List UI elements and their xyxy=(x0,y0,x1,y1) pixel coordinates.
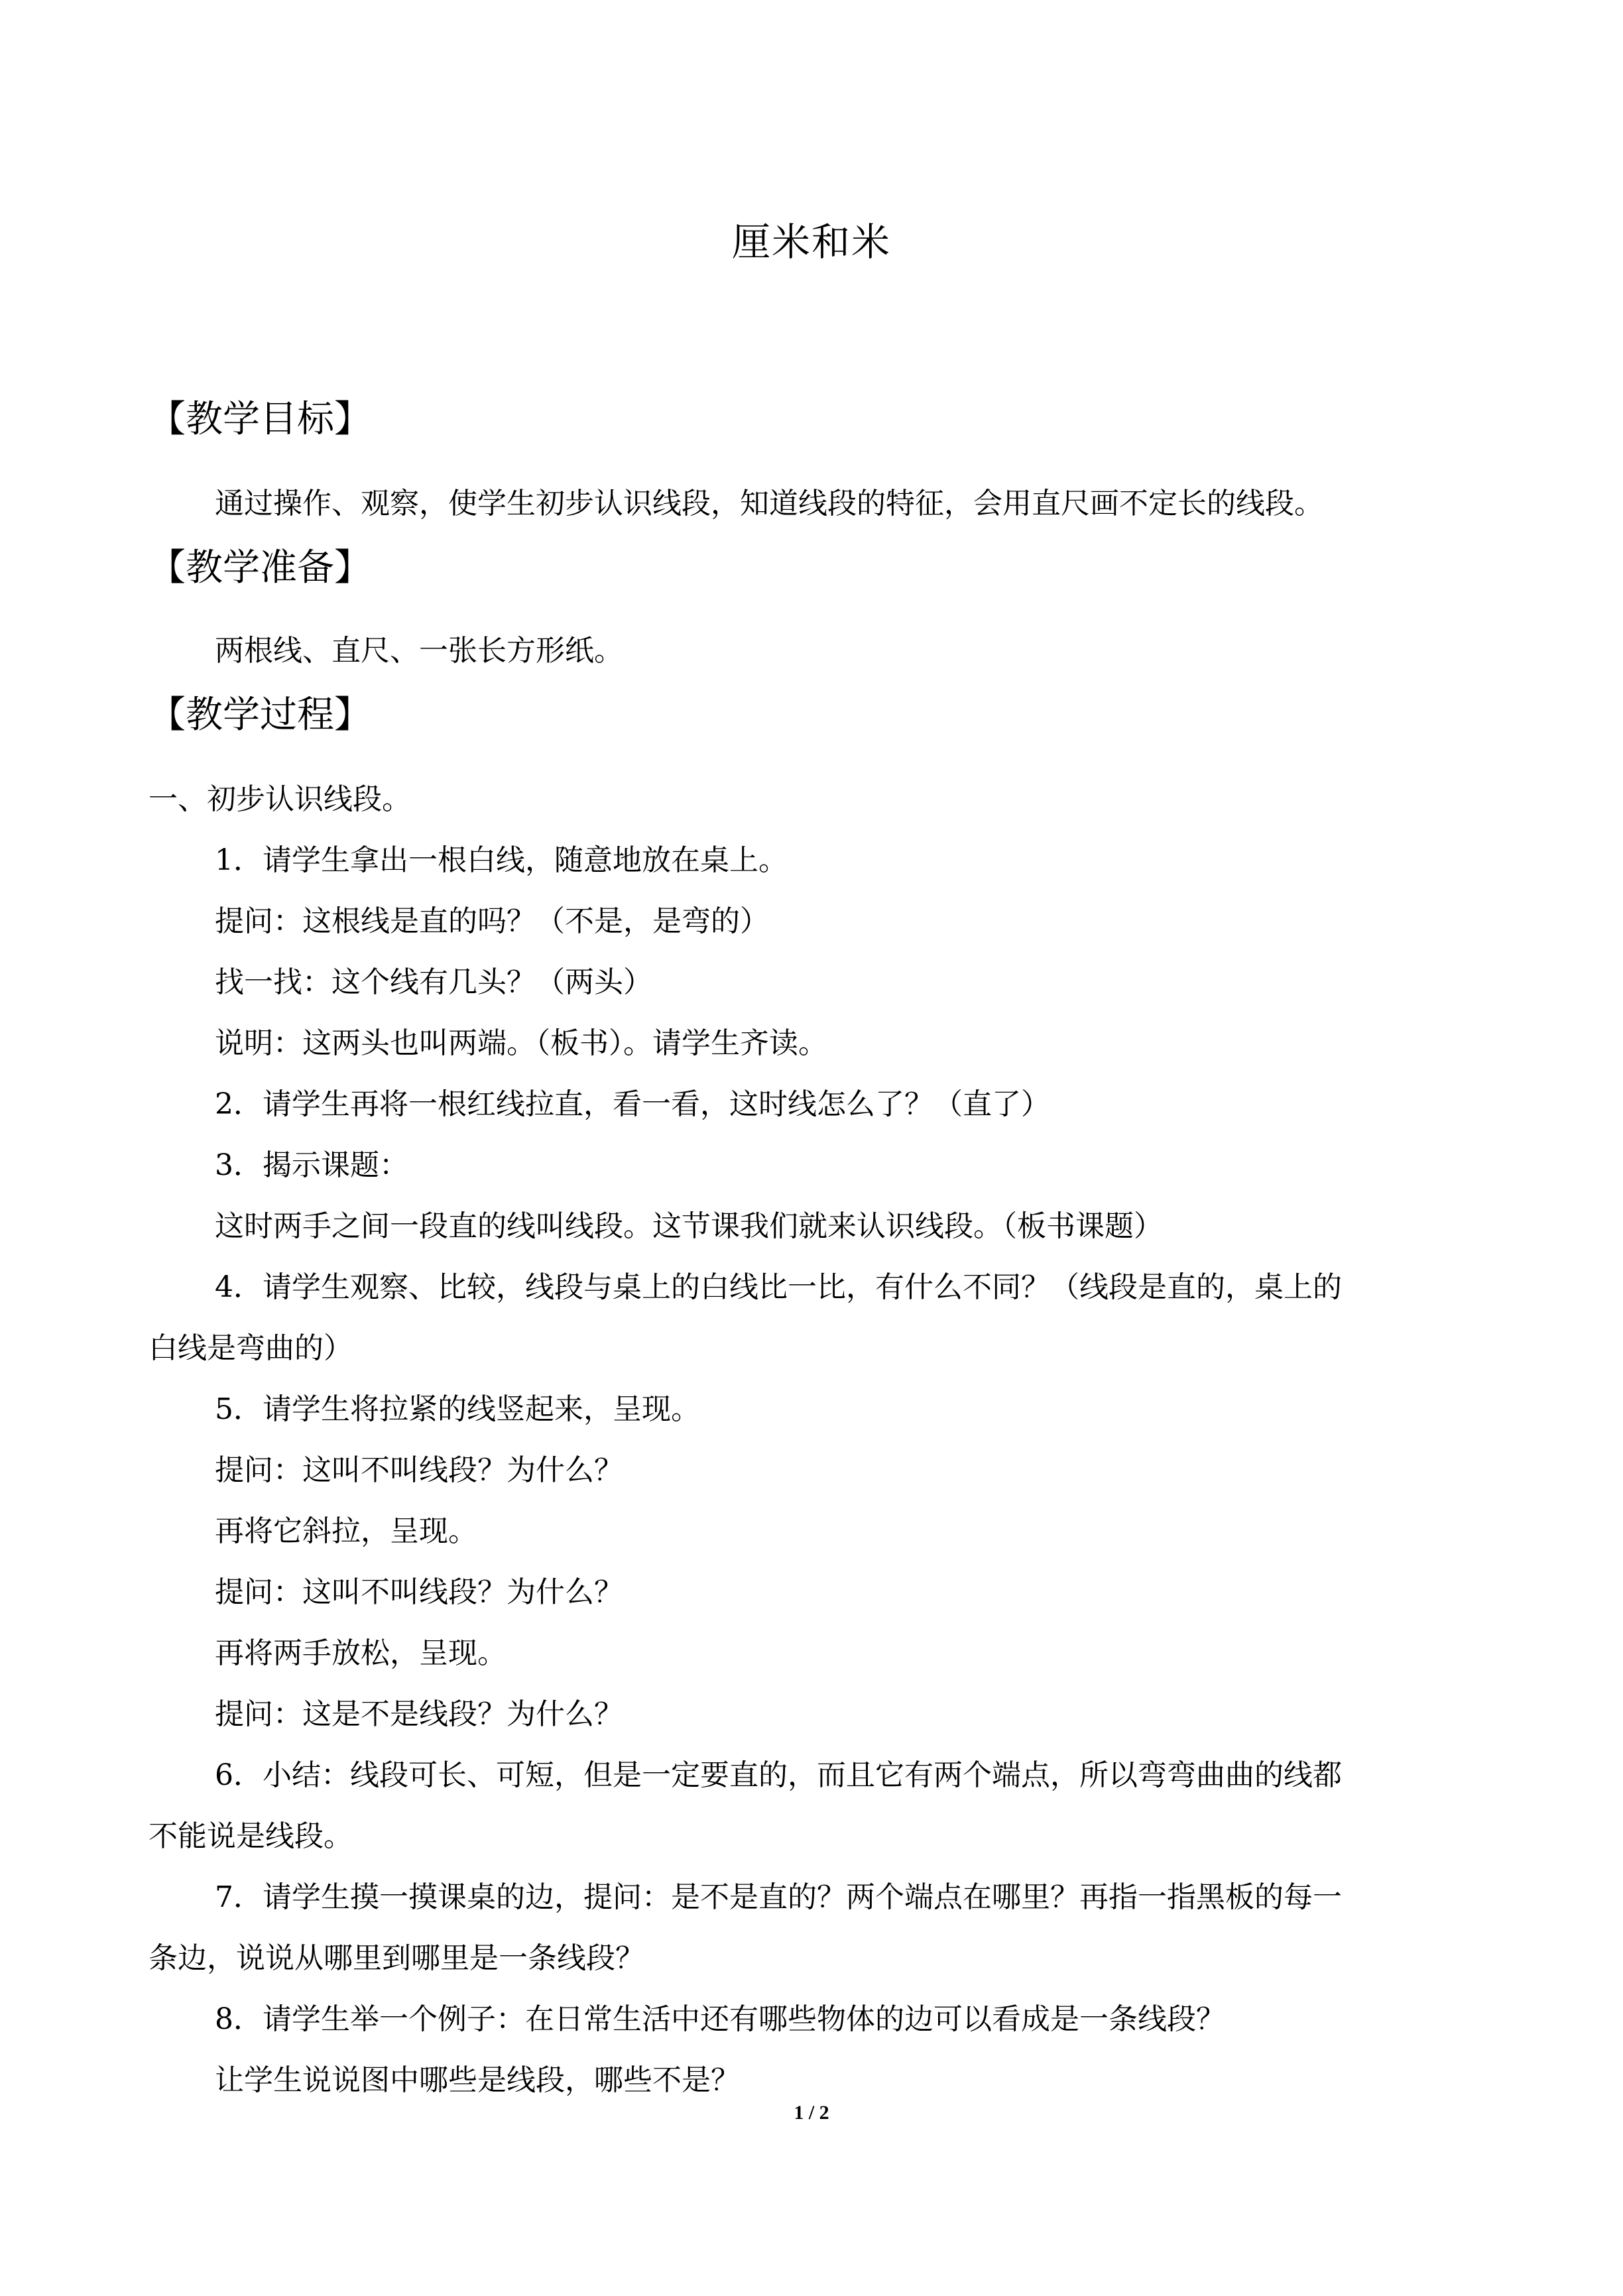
process-line: 4．请学生观察、比较，线段与桌上的白线比一比，有什么不同？（线段是直的，桌上的 xyxy=(215,1270,1342,1304)
process-line: 1．请学生拿出一根白线，随意地放在桌上。 xyxy=(215,843,788,877)
process-line: 提问：这叫不叫线段？为什么？ xyxy=(215,1453,623,1487)
process-line: 7．请学生摸一摸课桌的边，提问：是不是直的？两个端点在哪里？再指一指黑板的每一 xyxy=(215,1880,1342,1914)
process-line: 白线是弯曲的） xyxy=(149,1331,353,1365)
process-line: 3．揭示课题： xyxy=(215,1148,408,1182)
process-line: 提问：这根线是直的吗？（不是，是弯的） xyxy=(215,904,769,938)
process-line: 让学生说说图中哪些是线段，哪些不是？ xyxy=(215,2063,740,2097)
page-number: 1 / 2 xyxy=(794,2102,829,2124)
process-line: 提问：这叫不叫线段？为什么？ xyxy=(215,1575,623,1609)
process-line: 不能说是线段。 xyxy=(149,1819,353,1853)
process-line: 5．请学生将拉紧的线竖起来，呈现。 xyxy=(215,1392,700,1426)
objectives-text: 通过操作、观察，使学生初步认识线段，知道线段的特征，会用直尺画不定长的线段。 xyxy=(215,487,1323,520)
process-line: 8．请学生举一个例子：在日常生活中还有哪些物体的边可以看成是一条线段？ xyxy=(215,2002,1225,2036)
process-line: 再将它斜拉，呈现。 xyxy=(215,1514,477,1548)
preparation-heading: 【教学准备】 xyxy=(149,546,371,589)
process-line: 再将两手放松，呈现。 xyxy=(215,1636,507,1670)
process-line: 说明：这两头也叫两端。（板书）。请学生齐读。 xyxy=(215,1026,827,1060)
preparation-text: 两根线、直尺、一张长方形纸。 xyxy=(215,634,623,668)
process-line: 找一找：这个线有几头？（两头） xyxy=(215,965,652,999)
process-heading: 【教学过程】 xyxy=(149,694,371,737)
objectives-heading: 【教学目标】 xyxy=(149,398,371,441)
process-line: 这时两手之间一段直的线叫线段。这节课我们就来认识线段。（板书课题） xyxy=(215,1209,1163,1243)
process-line: 一、初步认识线段。 xyxy=(149,782,411,816)
process-line: 提问：这是不是线段？为什么？ xyxy=(215,1697,623,1731)
process-line: 6．小结：线段可长、可短，但是一定要直的，而且它有两个端点，所以弯弯曲曲的线都 xyxy=(215,1758,1342,1792)
process-line: 2．请学生再将一根红线拉直，看一看，这时线怎么了？（直了） xyxy=(215,1087,1050,1121)
process-line: 条边，说说从哪里到哪里是一条线段？ xyxy=(149,1941,644,1975)
document-title: 厘米和米 xyxy=(731,219,891,265)
